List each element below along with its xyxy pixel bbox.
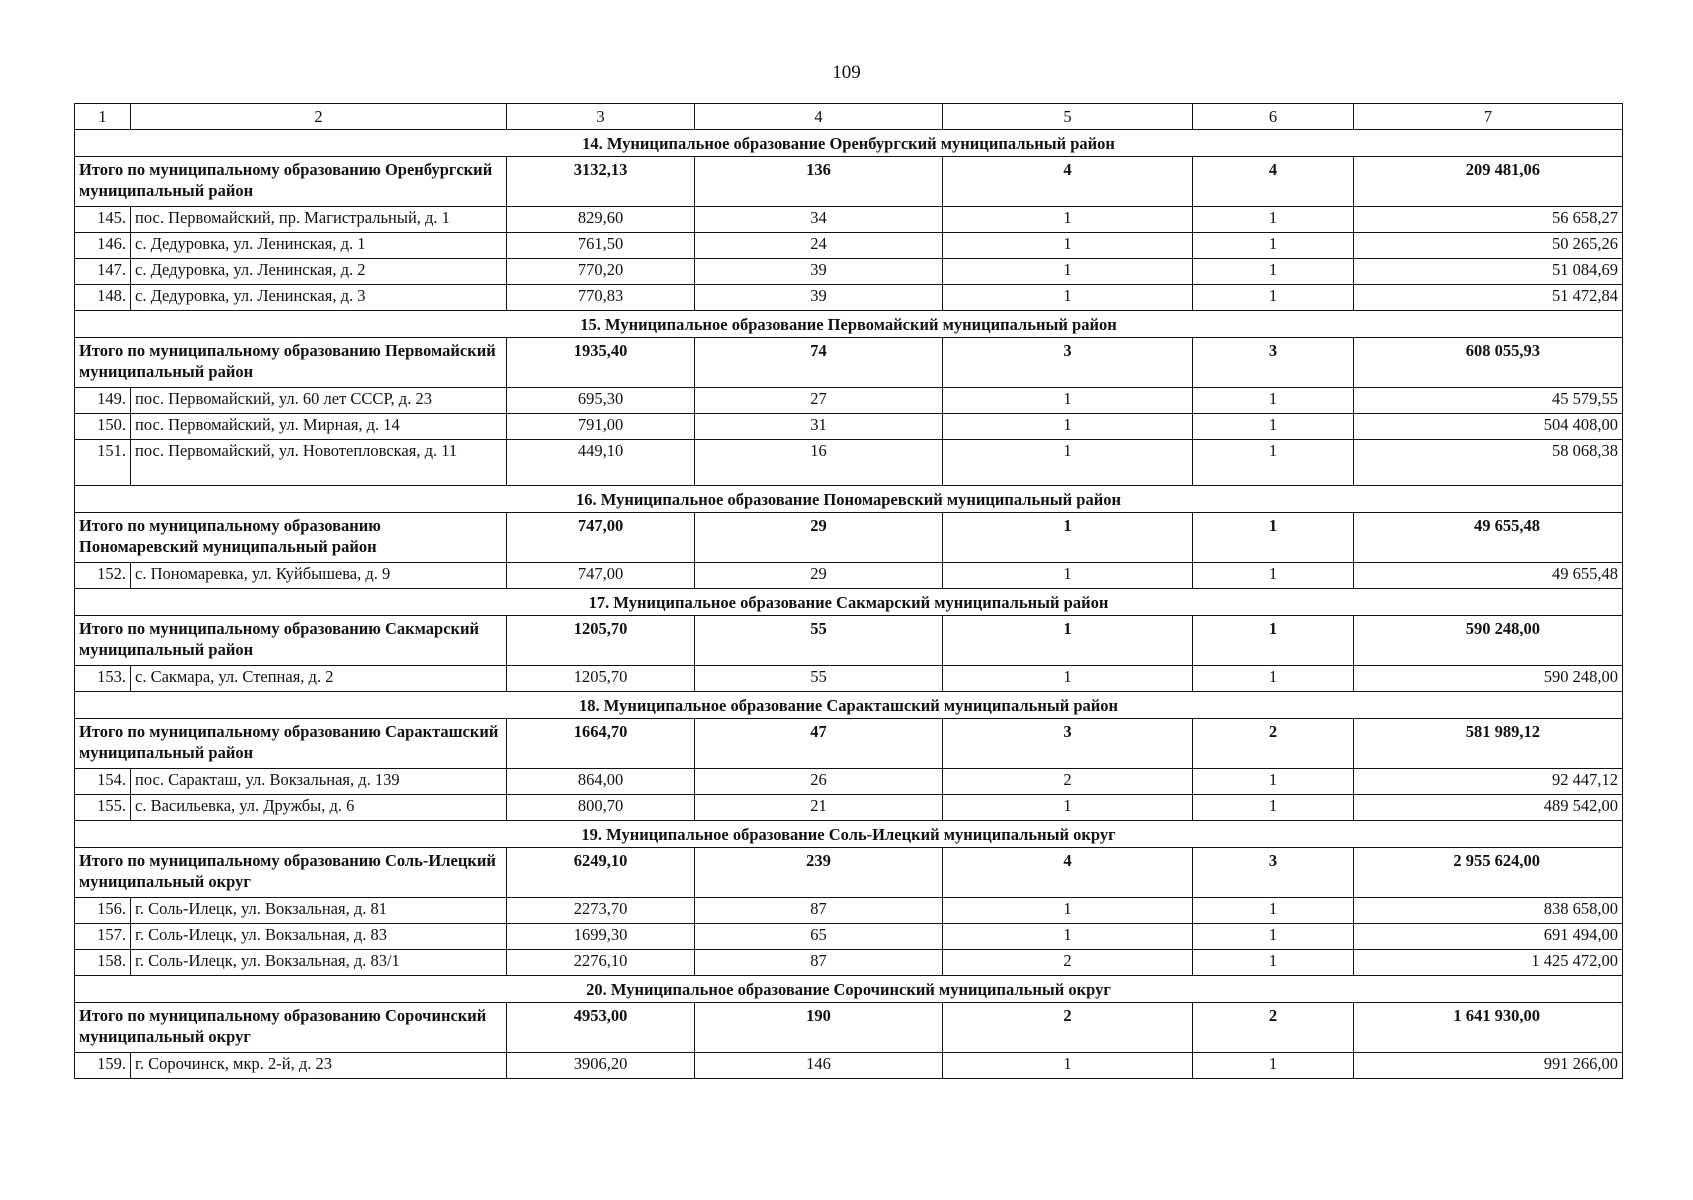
total-col6: 3 [1193,338,1354,388]
section-header-row [75,589,1623,616]
row-residents: 16 [695,440,943,486]
row-col6: 1 [1193,795,1354,821]
row-residents: 39 [695,259,943,285]
total-row [75,513,1623,563]
section-title: 14. Муниципальное образование Оренбургский муниципальный район [75,130,1623,157]
section-title: 16. Муниципальное образование Пономаревский муниципальный район [75,486,1623,513]
table-row [75,563,1623,589]
table-row [75,388,1623,414]
total-row [75,616,1623,666]
row-amount: 92 447,12 [1354,769,1623,795]
section-title: 17. Муниципальное образование Сакмарский муниципальный район [75,589,1623,616]
row-residents: 31 [695,414,943,440]
row-amount: 590 248,00 [1354,666,1623,692]
row-amount: 1 425 472,00 [1354,950,1623,976]
row-area: 864,00 [507,769,695,795]
row-amount: 51 472,84 [1354,285,1623,311]
total-col6: 1 [1193,513,1354,563]
total-row [75,719,1623,769]
column-number-header: 1 [75,104,131,130]
table-row [75,795,1623,821]
row-area: 770,20 [507,259,695,285]
row-residents: 24 [695,233,943,259]
row-number: 150. [75,414,131,440]
total-col5: 4 [943,848,1193,898]
table-body [75,104,1623,1079]
total-amount: 2 955 624,00 [1354,848,1623,898]
column-number-header: 4 [695,104,943,130]
row-col6: 1 [1193,769,1354,795]
total-residents: 29 [695,513,943,563]
row-col5: 1 [943,414,1193,440]
row-col5: 1 [943,666,1193,692]
row-number: 153. [75,666,131,692]
row-residents: 55 [695,666,943,692]
table-row [75,666,1623,692]
table-row [75,950,1623,976]
total-area: 6249,10 [507,848,695,898]
total-area: 1664,70 [507,719,695,769]
column-number-header: 6 [1193,104,1354,130]
table-row [75,233,1623,259]
column-number-header: 2 [131,104,507,130]
row-residents: 34 [695,207,943,233]
row-col6: 1 [1193,924,1354,950]
row-address: с. Дедуровка, ул. Ленинская, д. 1 [131,233,507,259]
row-number: 148. [75,285,131,311]
data-table [74,103,1623,1079]
row-col6: 1 [1193,388,1354,414]
row-col5: 1 [943,795,1193,821]
row-amount: 489 542,00 [1354,795,1623,821]
row-amount: 45 579,55 [1354,388,1623,414]
total-col6: 3 [1193,848,1354,898]
row-residents: 21 [695,795,943,821]
total-area: 747,00 [507,513,695,563]
table-row [75,440,1623,486]
row-area: 761,50 [507,233,695,259]
column-number-header-row [75,104,1623,130]
row-area: 829,60 [507,207,695,233]
table-row [75,414,1623,440]
total-area: 3132,13 [507,157,695,207]
row-col5: 1 [943,898,1193,924]
total-label: Итого по муниципальному образованию Первомайский муниципальный район [75,338,507,388]
total-col6: 2 [1193,719,1354,769]
total-label: Итого по муниципальному образованию Пономаревский муниципальный район [75,513,507,563]
total-col5: 3 [943,338,1193,388]
row-number: 152. [75,563,131,589]
row-area: 695,30 [507,388,695,414]
section-header-row [75,311,1623,338]
row-number: 149. [75,388,131,414]
row-col6: 1 [1193,233,1354,259]
section-title: 20. Муниципальное образование Сорочинский муниципальный округ [75,976,1623,1003]
row-residents: 26 [695,769,943,795]
row-number: 157. [75,924,131,950]
row-number: 151. [75,440,131,486]
total-amount: 590 248,00 [1354,616,1623,666]
section-header-row [75,692,1623,719]
row-col6: 1 [1193,285,1354,311]
row-area: 1699,30 [507,924,695,950]
row-col5: 2 [943,769,1193,795]
total-amount: 209 481,06 [1354,157,1623,207]
total-col5: 1 [943,616,1193,666]
row-col6: 1 [1193,563,1354,589]
row-number: 145. [75,207,131,233]
total-amount: 49 655,48 [1354,513,1623,563]
row-col6: 1 [1193,950,1354,976]
total-label: Итого по муниципальному образованию Оренбургский муниципальный район [75,157,507,207]
row-address: пос. Первомайский, пр. Магистральный, д. 1 [131,207,507,233]
row-col6: 1 [1193,1053,1354,1079]
total-residents: 239 [695,848,943,898]
row-amount: 56 658,27 [1354,207,1623,233]
total-row [75,338,1623,388]
row-residents: 87 [695,898,943,924]
total-area: 1935,40 [507,338,695,388]
row-col6: 1 [1193,898,1354,924]
row-address: г. Соль-Илецк, ул. Вокзальная, д. 83 [131,924,507,950]
row-address: пос. Первомайский, ул. Новотепловская, д. 11 [131,440,507,486]
row-number: 147. [75,259,131,285]
row-amount: 691 494,00 [1354,924,1623,950]
row-col5: 1 [943,1053,1193,1079]
row-area: 2276,10 [507,950,695,976]
row-col6: 1 [1193,207,1354,233]
section-title: 15. Муниципальное образование Первомайский муниципальный район [75,311,1623,338]
total-label: Итого по муниципальному образованию Сакмарский муниципальный район [75,616,507,666]
total-row [75,157,1623,207]
row-address: с. Васильевка, ул. Дружбы, д. 6 [131,795,507,821]
row-amount: 991 266,00 [1354,1053,1623,1079]
row-residents: 39 [695,285,943,311]
total-residents: 55 [695,616,943,666]
section-header-row [75,130,1623,157]
row-address: с. Сакмара, ул. Степная, д. 2 [131,666,507,692]
total-label: Итого по муниципальному образованию Саракташский муниципальный район [75,719,507,769]
row-address: пос. Первомайский, ул. 60 лет СССР, д. 23 [131,388,507,414]
section-title: 19. Муниципальное образование Соль-Илецкий муниципальный округ [75,821,1623,848]
table-row [75,259,1623,285]
row-area: 2273,70 [507,898,695,924]
row-col5: 1 [943,388,1193,414]
row-address: с. Пономаревка, ул. Куйбышева, д. 9 [131,563,507,589]
total-label: Итого по муниципальному образованию Сорочинский муниципальный округ [75,1003,507,1053]
total-amount: 581 989,12 [1354,719,1623,769]
row-number: 158. [75,950,131,976]
row-number: 159. [75,1053,131,1079]
section-header-row [75,976,1623,1003]
total-residents: 190 [695,1003,943,1053]
column-number-header: 5 [943,104,1193,130]
row-number: 156. [75,898,131,924]
row-number: 154. [75,769,131,795]
table-row [75,285,1623,311]
table-row [75,769,1623,795]
total-col5: 3 [943,719,1193,769]
total-row [75,848,1623,898]
row-area: 770,83 [507,285,695,311]
row-area: 791,00 [507,414,695,440]
row-number: 155. [75,795,131,821]
row-col5: 1 [943,207,1193,233]
total-residents: 74 [695,338,943,388]
row-col6: 1 [1193,259,1354,285]
total-residents: 136 [695,157,943,207]
total-col5: 1 [943,513,1193,563]
row-col6: 1 [1193,440,1354,486]
table-row [75,207,1623,233]
row-col5: 1 [943,924,1193,950]
row-col5: 1 [943,440,1193,486]
total-area: 1205,70 [507,616,695,666]
row-amount: 504 408,00 [1354,414,1623,440]
row-number: 146. [75,233,131,259]
total-col5: 2 [943,1003,1193,1053]
table-row [75,898,1623,924]
row-area: 449,10 [507,440,695,486]
row-amount: 838 658,00 [1354,898,1623,924]
row-amount: 51 084,69 [1354,259,1623,285]
table-row [75,924,1623,950]
row-area: 800,70 [507,795,695,821]
row-col5: 1 [943,233,1193,259]
row-amount: 50 265,26 [1354,233,1623,259]
section-title: 18. Муниципальное образование Саракташский муниципальный район [75,692,1623,719]
row-col5: 1 [943,563,1193,589]
row-col5: 2 [943,950,1193,976]
row-amount: 49 655,48 [1354,563,1623,589]
section-header-row [75,821,1623,848]
row-address: пос. Первомайский, ул. Мирная, д. 14 [131,414,507,440]
total-row [75,1003,1623,1053]
total-col5: 4 [943,157,1193,207]
page-number: 109 [832,62,861,83]
section-header-row [75,486,1623,513]
total-amount: 1 641 930,00 [1354,1003,1623,1053]
total-label: Итого по муниципальному образованию Соль-Илецкий муниципальный округ [75,848,507,898]
row-col6: 1 [1193,414,1354,440]
total-col6: 4 [1193,157,1354,207]
row-address: с. Дедуровка, ул. Ленинская, д. 3 [131,285,507,311]
row-area: 747,00 [507,563,695,589]
total-col6: 1 [1193,616,1354,666]
total-col6: 2 [1193,1003,1354,1053]
row-address: г. Соль-Илецк, ул. Вокзальная, д. 81 [131,898,507,924]
row-residents: 87 [695,950,943,976]
table-row [75,1053,1623,1079]
row-address: г. Соль-Илецк, ул. Вокзальная, д. 83/1 [131,950,507,976]
column-number-header: 3 [507,104,695,130]
total-area: 4953,00 [507,1003,695,1053]
row-residents: 146 [695,1053,943,1079]
row-residents: 27 [695,388,943,414]
row-area: 3906,20 [507,1053,695,1079]
row-col5: 1 [943,259,1193,285]
total-residents: 47 [695,719,943,769]
row-col5: 1 [943,285,1193,311]
row-address: пос. Саракташ, ул. Вокзальная, д. 139 [131,769,507,795]
row-amount: 58 068,38 [1354,440,1623,486]
total-amount: 608 055,93 [1354,338,1623,388]
row-address: г. Сорочинск, мкр. 2-й, д. 23 [131,1053,507,1079]
row-col6: 1 [1193,666,1354,692]
row-address: с. Дедуровка, ул. Ленинская, д. 2 [131,259,507,285]
column-number-header: 7 [1354,104,1623,130]
row-residents: 29 [695,563,943,589]
row-area: 1205,70 [507,666,695,692]
row-residents: 65 [695,924,943,950]
